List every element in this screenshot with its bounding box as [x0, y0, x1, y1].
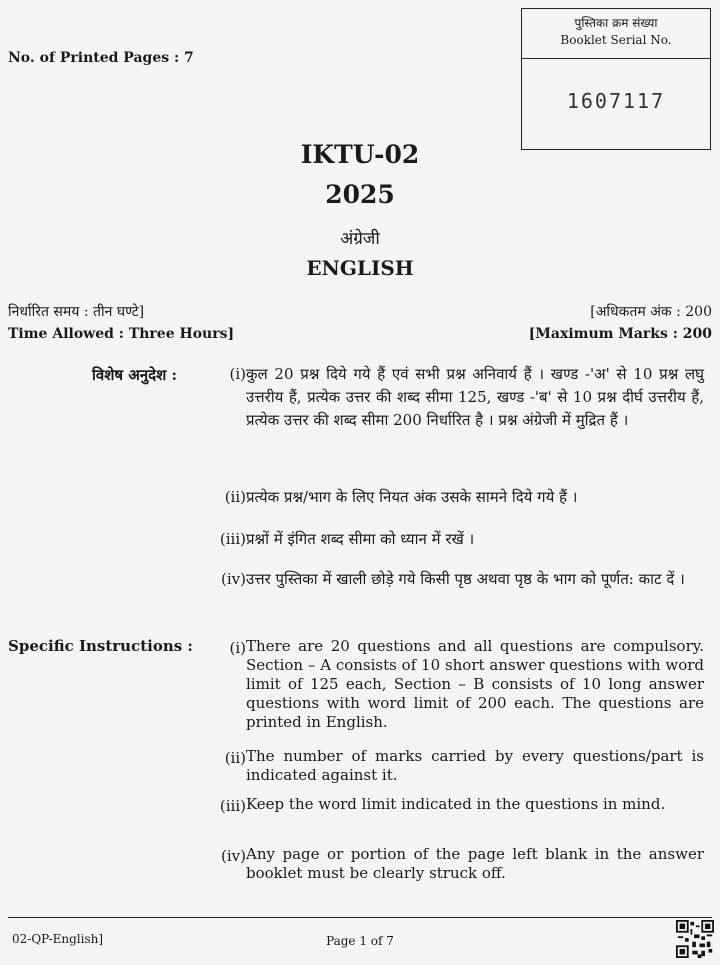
serial-label-hindi: पुस्तिका क्रम संख्या: [574, 16, 658, 30]
english-instruction-item: [210, 637, 704, 732]
instruction-text: Keep the word limit indicated in the questions in mind.: [246, 795, 666, 813]
instruction-text: The number of marks carried by every questions/part is indicated against it.: [246, 747, 704, 784]
hindi-instruction-item: [210, 486, 704, 509]
english-instruction-item: [210, 795, 704, 814]
qr-code-icon: [676, 920, 714, 958]
instruction-number: (iii): [219, 530, 246, 548]
course-code: IKTU-02: [300, 140, 420, 169]
instruction-number: (i): [229, 639, 246, 657]
instruction-text: There are 20 questions and all questions are compulsory. Section – A consists of 10 short answer questions with word limit of 125 each, Section – B consists of 10 long answer questions with word limit of 200 each. The questions are printed in English.: [246, 637, 704, 731]
printed-pages: No. of Printed Pages : 7: [8, 50, 194, 66]
hindi-instruction-item: [210, 363, 704, 432]
instruction-text: उत्तर पुस्तिका में खाली छोड़े गये किसी पृष्ठ अथवा पृष्ठ के भाग को पूर्णत: काट दें ।: [246, 570, 685, 588]
footer-paper-code: 02-QP-English]: [12, 932, 104, 946]
booklet-serial-box: [521, 8, 711, 150]
instruction-text: कुल 20 प्रश्न दिये गये हैं एवं सभी प्रश्न अनिवार्य हैं । खण्ड -'अ' से 10 प्रश्न लघु उत्तरीय हैं, प्रत्येक उत्तर की शब्द सीमा 125, खण्ड -'ब' से 10 प्रश्न दीर्घ उत्तरीय हैं, प्रत्येक उत्तर की शब्द सीमा 200 निर्धारित है । प्रश्न अंग्रेजी में मुद्रित हैं ।: [246, 365, 704, 429]
subject-hindi: अंग्रेजी: [340, 229, 380, 249]
max-marks-hindi: [अधिकतम अंक : 200: [590, 304, 712, 320]
hindi-instructions-label: विशेष अनुदेश :: [92, 366, 178, 384]
english-instructions-label: Specific Instructions :: [8, 637, 193, 655]
page-number: Page 1 of 7: [326, 934, 394, 948]
serial-label-english: Booklet Serial No.: [560, 33, 672, 47]
max-marks-english: [Maximum Marks : 200: [528, 326, 712, 342]
instruction-number: (i): [229, 365, 246, 383]
instruction-number: (ii): [224, 749, 246, 767]
subject-english: ENGLISH: [306, 256, 414, 280]
english-instruction-item: [210, 845, 704, 883]
footer-divider: [8, 917, 712, 918]
instruction-text: प्रश्नों में इंगित शब्द सीमा को ध्यान में रखें ।: [246, 530, 475, 548]
serial-box-header: [522, 9, 710, 59]
english-instruction-item: [210, 747, 704, 785]
booklet-serial-number: 1607117: [566, 89, 666, 113]
time-allowed-hindi: निर्धारित समय : तीन घण्टे]: [8, 304, 145, 320]
instruction-text: प्रत्येक प्रश्न/भाग के लिए नियत अंक उसके सामने दिये गये हैं ।: [246, 488, 578, 506]
instruction-number: (iv): [221, 570, 246, 588]
hindi-instruction-item: [210, 528, 704, 551]
instruction-text: Any page or portion of the page left blank in the answer booklet must be clearly struck off.: [246, 845, 704, 882]
instruction-number: (iv): [221, 847, 246, 865]
instruction-number: (ii): [224, 488, 246, 506]
exam-year: 2025: [325, 180, 395, 209]
instruction-number: (iii): [219, 797, 246, 815]
time-allowed-english: Time Allowed : Three Hours]: [8, 326, 235, 342]
hindi-instruction-item: [210, 568, 704, 591]
